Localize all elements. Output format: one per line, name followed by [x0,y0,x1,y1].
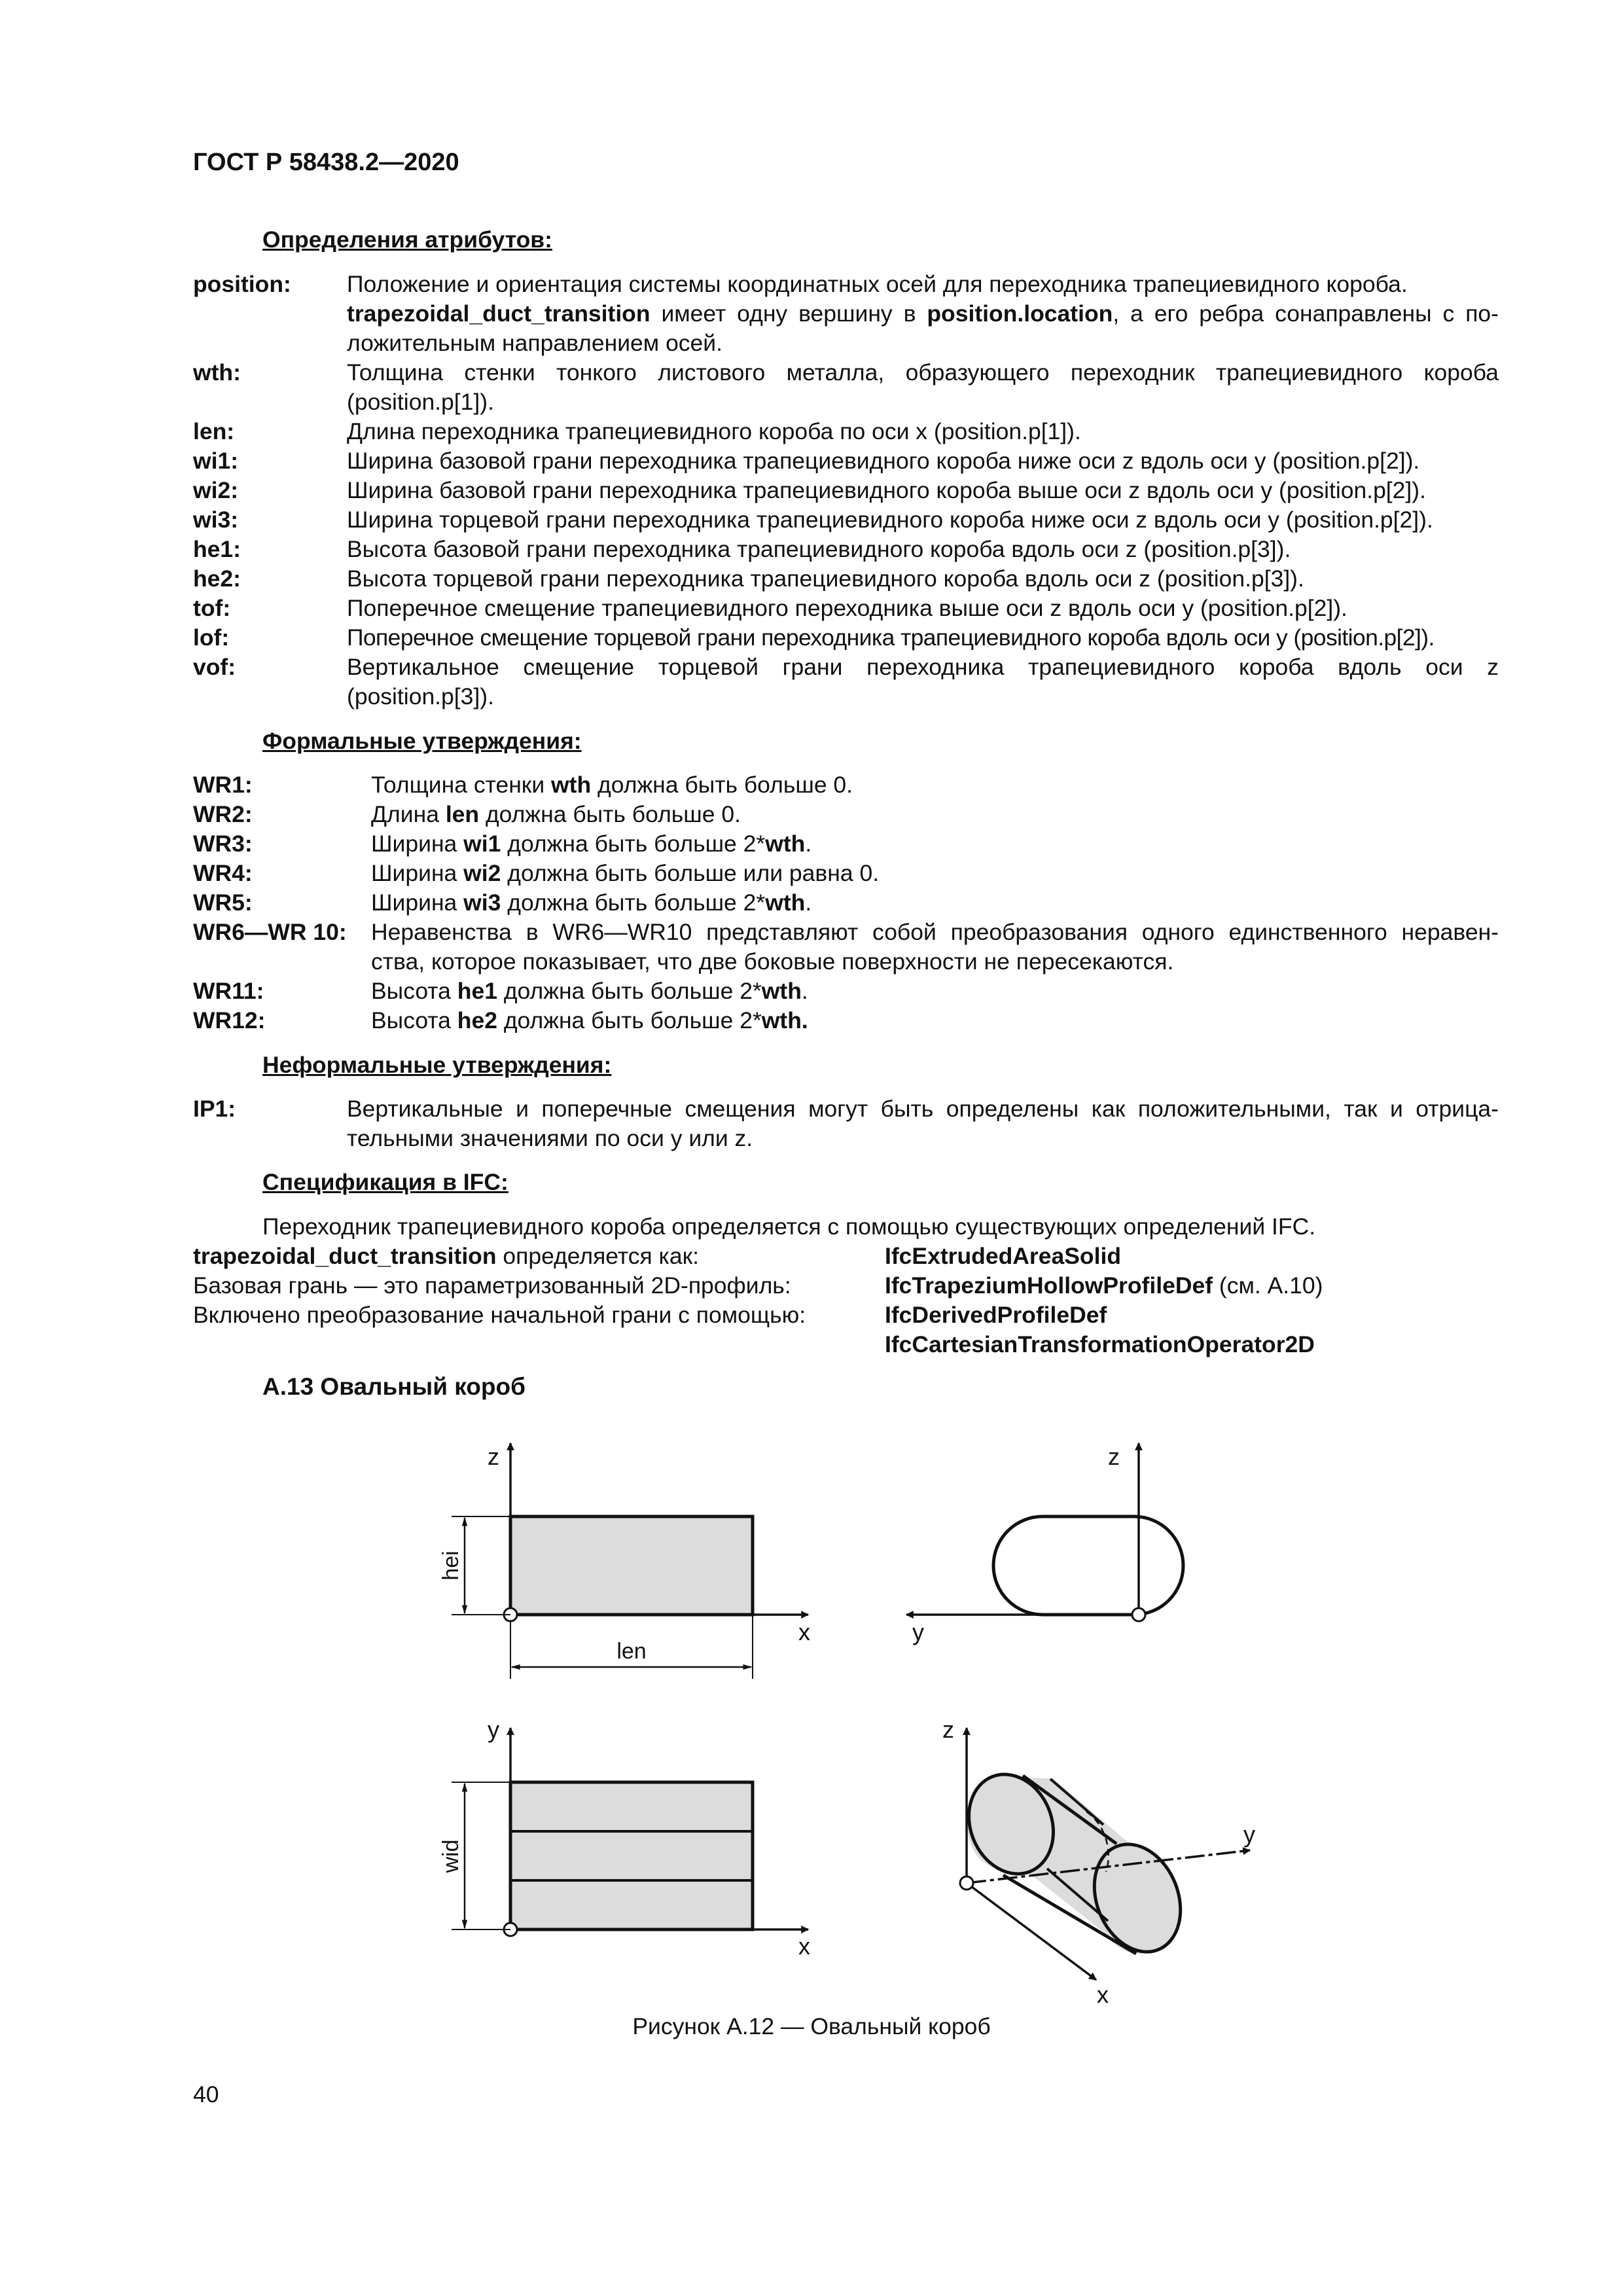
ifc-row1-right: IfcExtrudedAreaSolid [885,1243,1121,1269]
wr-desc: Неравенства в WR6—WR10 представляют собой преобразования одного единственного неравен- ства, которое показывает, что две боковые поверхности не пересекаются. [371,919,1499,975]
wr-term: WR4: [193,860,253,886]
origin-point [1132,1608,1145,1621]
formal-heading: Формальные утверждения: [262,728,582,754]
ip-term: IP1: [193,1096,236,1122]
figure-caption: Рисунок А.12 — Овальный короб [632,2013,991,2039]
ifc-row2-right: IfcTrapeziumHollowProfileDef (см. А.10) [885,1272,1323,1299]
x-label: x [1097,1981,1109,2008]
attr-term: wi1: [193,448,239,474]
wr-desc: Длина len должна быть больше 0. [371,801,741,827]
attr-desc: Высота базовой грани переходника трапециевидного короба вдоль оси z (position.p[3]). [347,536,1291,562]
attr-term: lof: [193,624,230,651]
ifc-intro: Переходник трапециевидного короба определяется с помощью существующих определений IFC. [262,1213,1316,1240]
origin-point [960,1876,973,1890]
ifc-heading: Спецификация в IFC: [262,1169,508,1195]
wr-term: WR12: [193,1007,266,1033]
attr-term: he2: [193,565,241,592]
y-label: y [912,1619,924,1645]
ifc-row3-right: IfcDerivedProfileDef [885,1302,1107,1328]
x-label: x [798,1933,810,1960]
y-label: y [488,1716,499,1743]
ifc-row3-left: Включено преобразование начальной грани с помощью: [193,1302,806,1328]
z-label: z [1108,1443,1120,1470]
section-title: А.13 Овальный короб [262,1373,526,1400]
wr-desc: Ширина wi3 должна быть больше 2*wth. [371,889,812,916]
x-label: x [798,1619,810,1645]
z-label: z [488,1443,499,1470]
ip-desc: Вертикальные и поперечные смещения могут быть определены как положительными, так и отрица- тельными значениями по оси y или z. [347,1096,1499,1151]
isometric-view [954,1728,1250,1980]
attr-desc: Положение и ориентация системы координатных осей для переходника трапециевидного короба. trapezoidal_duct_transition имеет одну вершину в position.location, а его ребра сонаправлены с по- ложительным направлением осей. [347,271,1499,356]
attr-desc: Ширина базовой грани переходника трапециевидного короба ниже оси z вдоль оси y (position.p[2]). [347,448,1420,474]
attr-term: wth: [193,359,241,386]
wr-desc: Толщина стенки wth должна быть больше 0. [371,772,853,798]
attr-term: position: [193,271,291,297]
attr-term: len: [193,418,235,444]
oval-profile [993,1516,1183,1615]
ifc-row4-right: IfcCartesianTransformationOperator2D [885,1331,1315,1357]
wr-desc: Высота he1 должна быть больше 2*wth. [371,978,808,1004]
hei-label: hei [438,1551,463,1581]
attr-term: wi3: [193,507,239,533]
top-view [452,1728,808,1936]
wr-term: WR5: [193,889,253,916]
wid-label: wid [438,1839,463,1873]
side-view-rect [510,1516,753,1615]
end-view [906,1443,1183,1621]
attr-desc: Вертикальное смещение торцевой грани переходника трапециевидного короба вдоль оси z (position.p[3]). [347,654,1499,709]
attr-term: he1: [193,536,241,562]
attr-desc: Поперечное смещение трапециевидного переходника выше оси z вдоль оси y (position.p[2]). [347,595,1347,621]
attr-desc: Высота торцевой грани переходника трапециевидного короба вдоль оси z (position.p[3]). [347,565,1304,592]
wr-desc: Ширина wi2 должна быть больше или равна 0. [371,860,880,886]
top-view-rect [510,1782,753,1929]
wr-term: WR1: [193,772,253,798]
len-label: len [616,1639,647,1664]
attr-desc: Поперечное смещение торцевой грани переходника трапециевидного короба вдоль оси y (position.p[2]). [347,624,1435,651]
ifc-row2-left: Базовая грань — это параметризованный 2D-профиль: [193,1272,791,1299]
informal-heading: Неформальные утверждения: [262,1052,612,1078]
wr-term: WR11: [193,978,264,1004]
wr-term: WR2: [193,801,253,827]
attr-desc: Толщина стенки тонкого листового металла, образующего переходник трапециевидного короба (position.p[1]). [347,359,1499,415]
wr-term: WR3: [193,831,253,857]
attr-term: vof: [193,654,236,680]
page-number: 40 [193,2081,219,2108]
ifc-row1-left: trapezoidal_duct_transition определяется как: [193,1243,700,1269]
attr-desc: Длина переходника трапециевидного короба по оси x (position.p[1]). [347,418,1081,444]
z-label: z [942,1716,954,1743]
attr-desc: Ширина торцевой грани переходника трапециевидного короба ниже оси z вдоль оси y (position.p[2]). [347,507,1433,533]
document-header: ГОСТ Р 58438.2—2020 [193,149,459,176]
wr-desc: Высота he2 должна быть больше 2*wth. [371,1007,808,1033]
wr-term: WR6—WR 10: [193,919,347,945]
y-label: y [1243,1821,1255,1848]
wr-desc: Ширина wi1 должна быть больше 2*wth. [371,831,812,857]
attr-term: wi2: [193,477,239,503]
attr-desc: Ширина базовой грани переходника трапециевидного короба выше оси z вдоль оси y (position.p[2]). [347,477,1426,503]
attr-term: tof: [193,595,231,621]
attributes-heading: Определения атрибутов: [262,226,552,253]
